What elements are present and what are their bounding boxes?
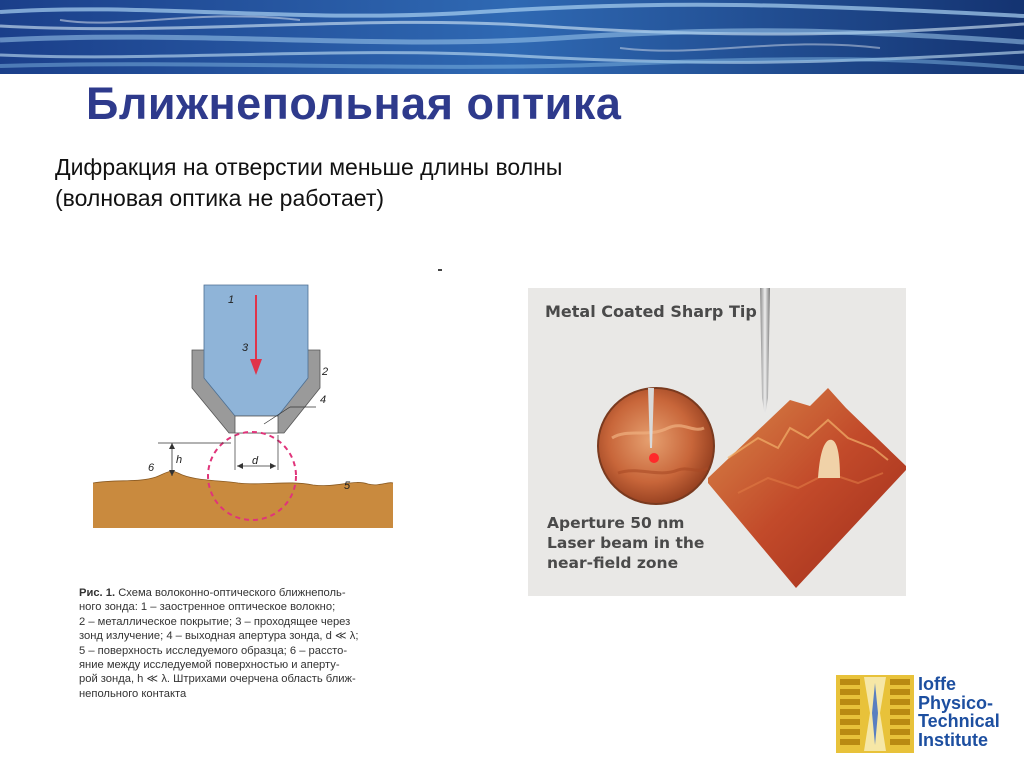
caption-lead: Рис. 1. (79, 587, 116, 599)
label-d: d (252, 455, 259, 467)
tip-title: Metal Coated Sharp Tip (545, 302, 757, 321)
caption-line: 2 – металлическое покрытие; 3 – проходящее через (79, 615, 351, 628)
laser-spot (649, 453, 659, 463)
needle (760, 288, 770, 416)
caption-line: яние между исследуемой поверхностью и аперту- (79, 659, 340, 672)
label-5: 5 (344, 480, 351, 492)
figure-caption (79, 586, 429, 701)
magnifier-lens (598, 388, 714, 504)
tip-note-line: Laser beam in the (547, 534, 705, 552)
logo-line: Institute (918, 729, 988, 750)
caption-line: рой зонда, h ≪ λ. Штрихами очерчена область ближ- (79, 673, 356, 686)
logo-line: Ioffe (918, 674, 956, 694)
caption-line: Схема волоконно-оптического ближнеполь- (118, 587, 346, 599)
header-banner (0, 0, 1024, 74)
institute-logo (836, 673, 1016, 755)
institute-emblem (836, 673, 916, 755)
caption-line: ного зонда: 1 – заостренное оптическое волокно; (79, 601, 336, 614)
tip-notes (547, 513, 704, 573)
subtitle-line-2: (волновая оптика не работает) (55, 185, 385, 211)
label-3: 3 (242, 342, 249, 354)
page-title: Ближнепольная оптика (86, 78, 622, 129)
logo-line: Physico- (918, 692, 994, 713)
label-1: 1 (228, 294, 235, 306)
caption-line: непольного контакта (79, 687, 187, 700)
stray-mark (438, 269, 442, 271)
caption-line: зонд излучение; 4 – выходная апертура зонда, d ≪ λ; (79, 630, 359, 643)
label-h: h (176, 454, 183, 466)
tip-note-line: Aperture 50 nm (547, 514, 685, 532)
subtitle-line-1: Дифракция на отверстии меньше длины волны (55, 154, 563, 180)
label-4: 4 (320, 394, 327, 406)
probe-schematic (88, 283, 408, 528)
logo-line: Technical (918, 711, 1000, 731)
logo-text (918, 675, 1000, 749)
label-6: 6 (148, 462, 155, 474)
aperture (235, 416, 278, 433)
tip-illustration (528, 288, 906, 596)
tip-note-line: near-field zone (547, 554, 679, 572)
label-2: 2 (322, 366, 329, 378)
surface-terrain (708, 388, 906, 588)
subtitle (55, 152, 562, 214)
caption-line: 5 – поверхность исследуемого образца; 6 – рассто- (79, 644, 348, 657)
